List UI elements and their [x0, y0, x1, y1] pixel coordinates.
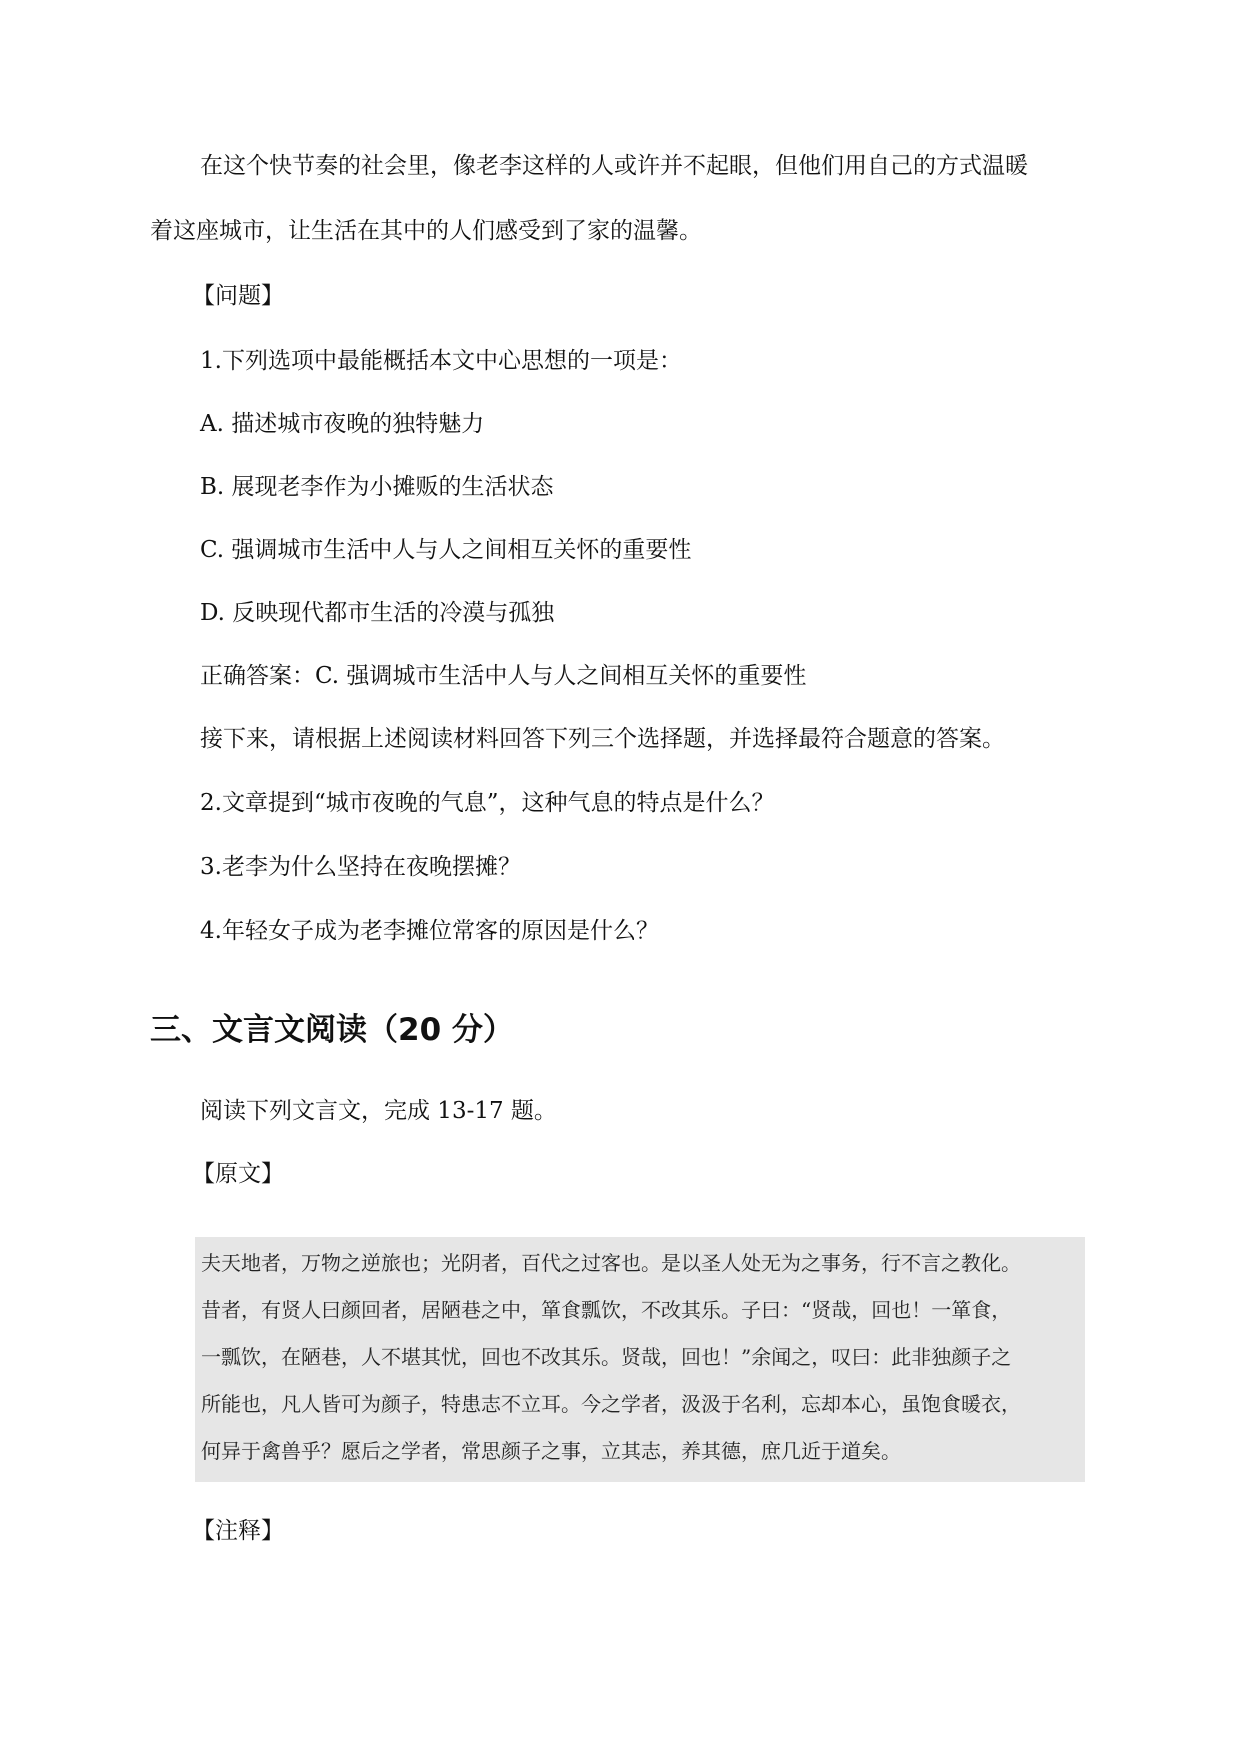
question-2: 2.文章提到“城市夜晚的气息”，这种气息的特点是什么？: [200, 790, 775, 816]
notes-label: 【注释】: [192, 1518, 284, 1544]
question-1-stem: 1.下列选项中最能概括本文中心思想的一项是：: [200, 348, 682, 374]
question-1-option-a: A. 描述城市夜晚的独特魅力: [200, 411, 485, 437]
classical-text-line-4: 所能也，凡人皆可为颜子，特患志不立耳。今之学者，汲汲于名利，忘却本心，虽饱食暖衣，: [201, 1392, 1021, 1416]
question-1-answer: 正确答案：C. 强调城市生活中人与人之间相互关怀的重要性: [200, 663, 807, 689]
original-label: 【原文】: [192, 1161, 284, 1187]
section-instruction: 阅读下列文言文，完成 13-17 题。: [200, 1098, 557, 1124]
classical-text-line-1: 夫天地者，万物之逆旅也；光阴者，百代之过客也。是以圣人处无为之事务，行不言之教化。: [201, 1251, 1021, 1275]
instruction-text: 接下来，请根据上述阅读材料回答下列三个选择题，并选择最符合题意的答案。: [200, 726, 1005, 752]
passage-line-1: 在这个快节奏的社会里，像老李这样的人或许并不起眼，但他们用自己的方式温暖: [200, 153, 1028, 179]
classical-text-line-3: 一瓢饮，在陋巷，人不堪其忧，回也不改其乐。贤哉，回也！”余闻之，叹曰：此非独颜子之: [201, 1345, 1012, 1369]
question-1-option-c: C. 强调城市生活中人与人之间相互关怀的重要性: [200, 537, 692, 563]
question-3: 3.老李为什么坚持在夜晚摆摊？: [200, 854, 521, 880]
classical-text-block: [195, 1237, 1085, 1482]
question-1-option-b: B. 展现老李作为小摊贩的生活状态: [200, 474, 554, 500]
question-1-option-d: D. 反映现代都市生活的冷漠与孤独: [200, 600, 555, 626]
passage-line-2: 着这座城市，让生活在其中的人们感受到了家的温馨。: [150, 218, 702, 244]
classical-text-line-2: 昔者，有贤人曰颜回者，居陋巷之中，箪食瓢饮，不改其乐。子曰：“贤哉，回也！一箪食，: [201, 1298, 1012, 1322]
classical-text-line-5: 何异于禽兽乎？愿后之学者，常思颜子之事，立其志，养其德，庶几近于道矣。: [201, 1439, 901, 1463]
section-heading: 三、文言文阅读（20 分）: [150, 1012, 514, 1048]
question-4: 4.年轻女子成为老李摊位常客的原因是什么？: [200, 918, 659, 944]
questions-label: 【问题】: [192, 283, 284, 309]
